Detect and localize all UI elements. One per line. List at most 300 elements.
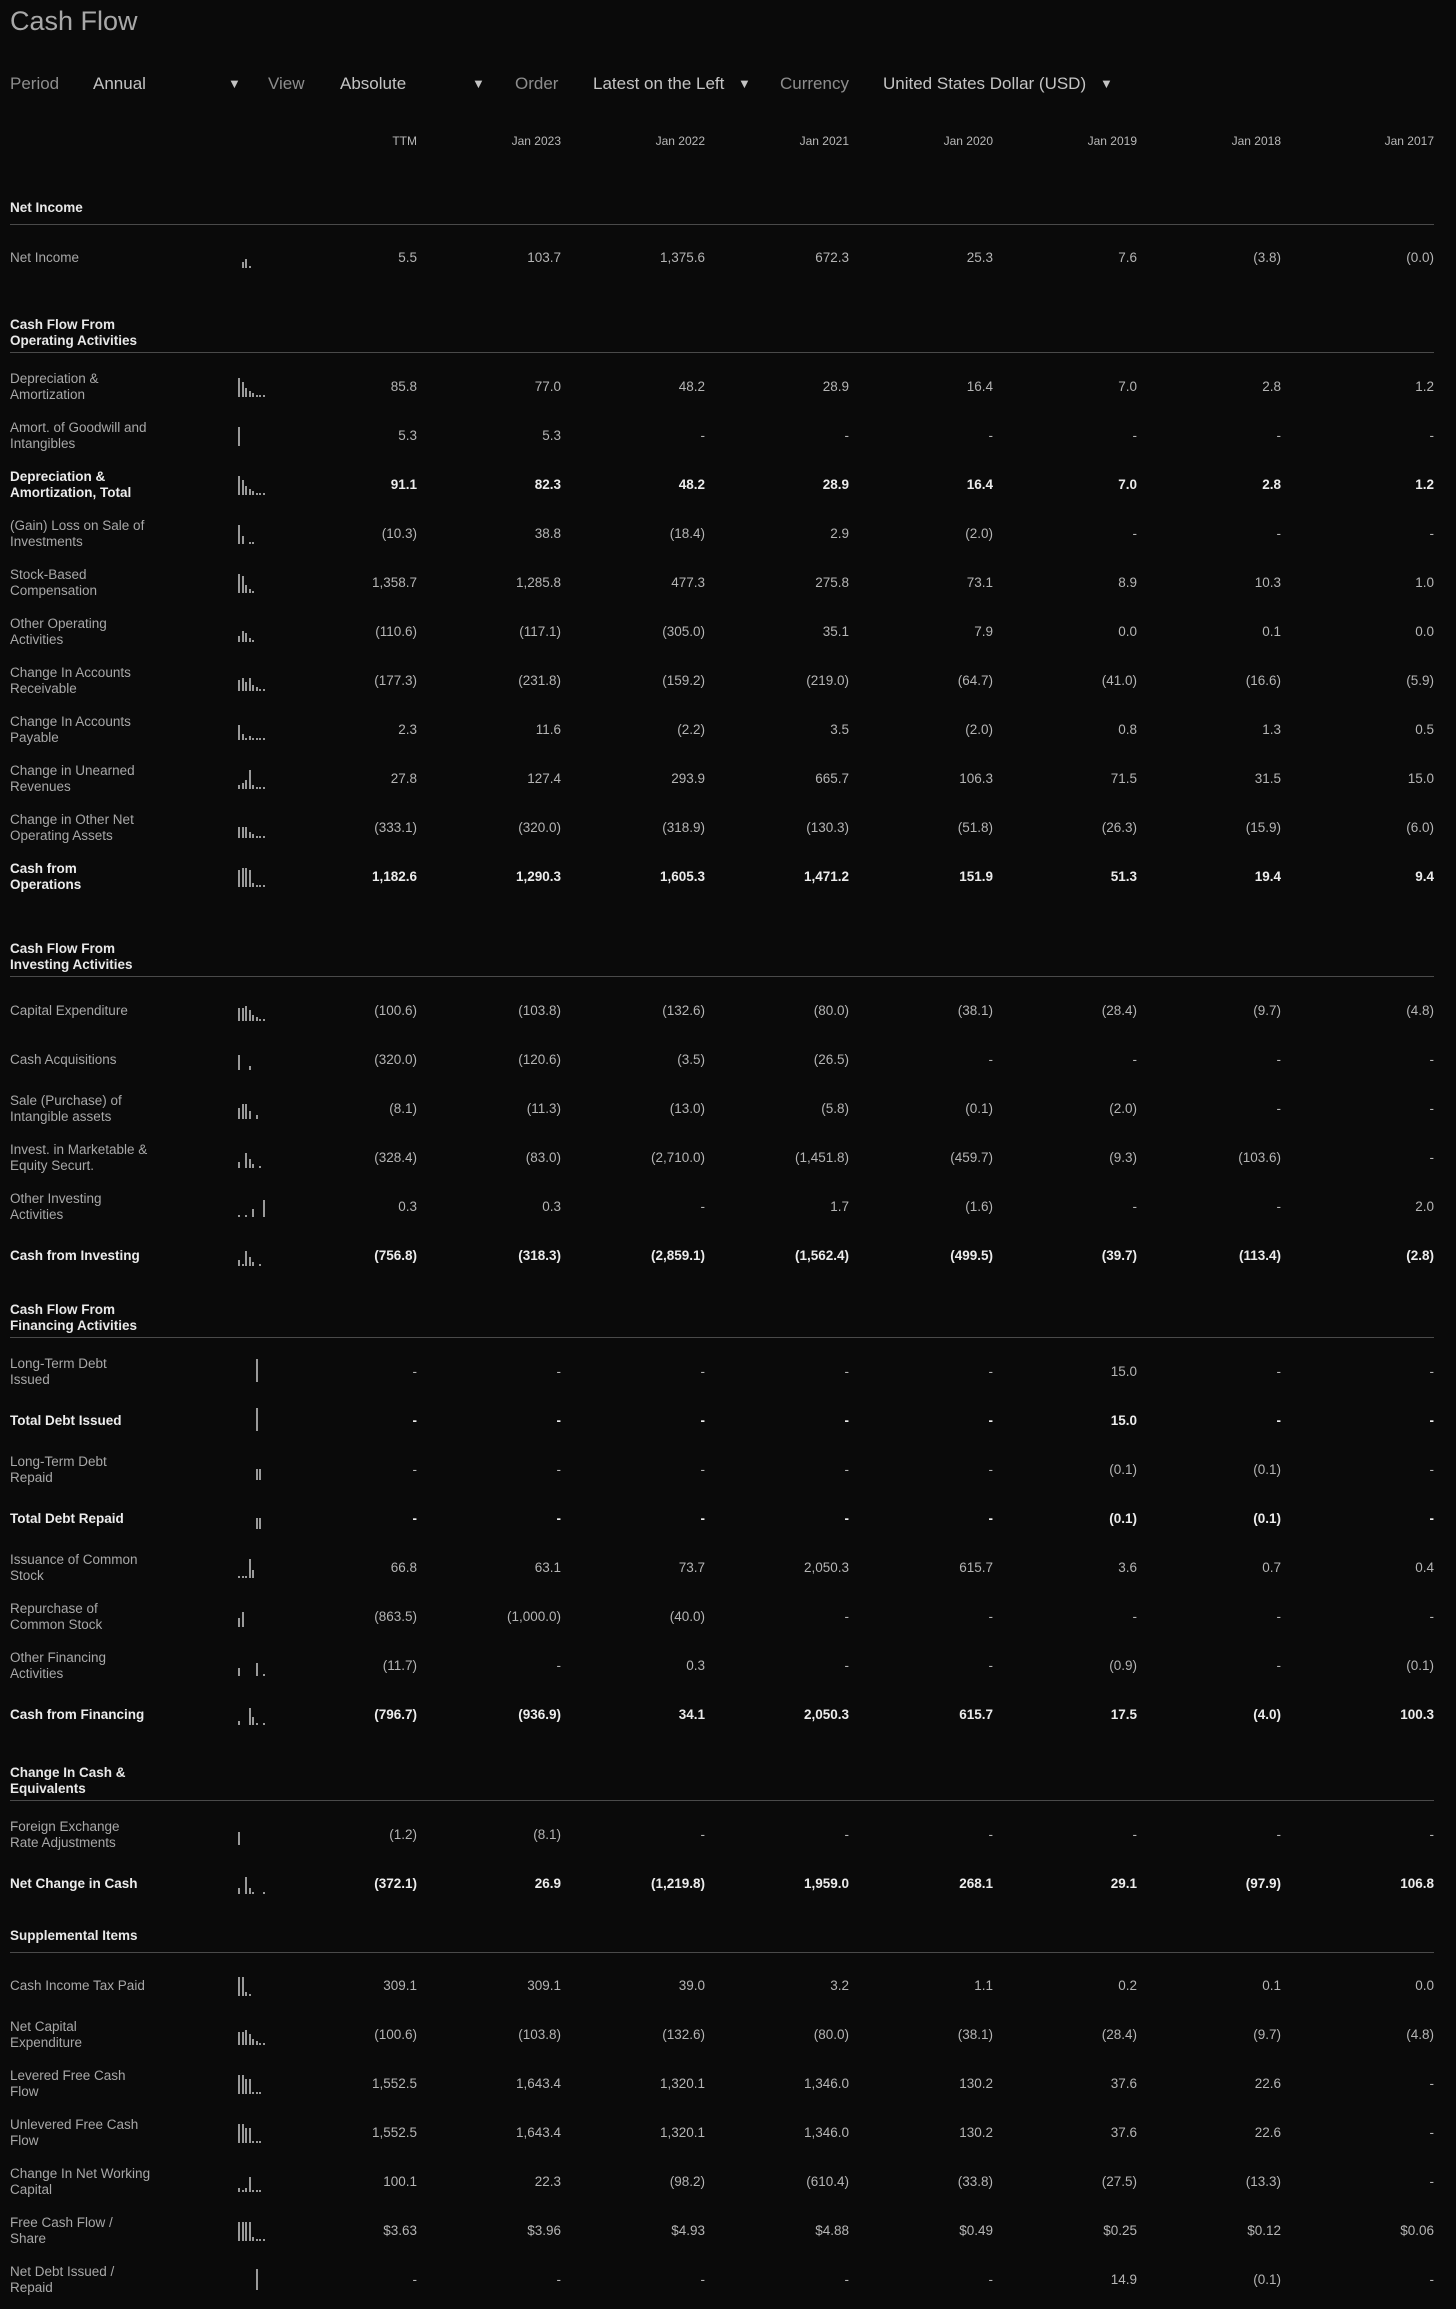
- sparkline-bar: [245, 486, 247, 496]
- sparkline-bar: [259, 2190, 261, 2192]
- sparkline-bar: [245, 2079, 247, 2094]
- sparkline-chart: [238, 818, 268, 838]
- table-cell: -: [700, 2272, 705, 2287]
- order-select[interactable]: Latest on the Left: [593, 74, 725, 93]
- row-label: [10, 2215, 225, 2247]
- sparkline-chart: [238, 622, 268, 642]
- table-cell: (177.3): [374, 673, 417, 688]
- table-cell: (40.0): [669, 1609, 705, 1624]
- sparkline-bar: [256, 2190, 258, 2192]
- sparkline-bar: [245, 1104, 247, 1119]
- sparkline-chart: [238, 475, 268, 495]
- table-cell: (372.1): [374, 1876, 417, 1891]
- row-label-line: Revenues: [10, 779, 71, 794]
- table-cell: 1,605.3: [659, 869, 705, 884]
- row-label: [10, 2068, 225, 2100]
- sparkline-bar: [242, 2190, 244, 2192]
- table-cell: 73.7: [678, 1560, 705, 1575]
- sparkline-bar: [242, 576, 244, 593]
- table-cell: (18.4): [669, 526, 705, 541]
- sparkline-bar: [259, 493, 261, 495]
- row-label-line: Depreciation &: [10, 371, 99, 386]
- table-cell: (5.9): [1406, 673, 1434, 688]
- table-cell: 37.6: [1110, 2076, 1137, 2091]
- table-cell: 3.6: [1118, 1560, 1137, 1575]
- table-cell: 85.8: [390, 379, 417, 394]
- table-row: [0, 2260, 1456, 2300]
- sparkline-chart: [238, 1362, 268, 1382]
- table-cell: (2,710.0): [650, 1150, 705, 1165]
- table-row: [0, 1966, 1456, 2006]
- sparkline-chart: [238, 573, 268, 593]
- sparkline-bar: [245, 1251, 247, 1266]
- table-cell: (132.6): [662, 1003, 705, 1018]
- table-cell: -: [1429, 526, 1434, 541]
- sparkline-bar: [242, 1576, 244, 1578]
- sparkline-bar: [263, 738, 265, 740]
- sparkline-bar: [263, 2239, 265, 2241]
- row-label: [10, 861, 225, 893]
- table-row: [0, 1864, 1456, 1904]
- table-cell: 665.7: [815, 771, 849, 786]
- table-cell: 48.2: [678, 477, 705, 492]
- row-label-line: Activities: [10, 1207, 64, 1222]
- sparkline-bar: [242, 678, 244, 691]
- sparkline-bar: [256, 1518, 258, 1529]
- sparkline-bar: [242, 1264, 244, 1266]
- sparkline-bar: [252, 685, 254, 691]
- row-label-line: (Gain) Loss on Sale of: [10, 518, 145, 533]
- sparkline-bar: [249, 542, 251, 544]
- table-cell: 0.8: [1118, 722, 1137, 737]
- period-select[interactable]: Annual: [93, 74, 146, 93]
- table-cell: (27.5): [1101, 2174, 1137, 2189]
- sparkline-bar: [238, 785, 240, 789]
- table-cell: -: [556, 1462, 561, 1477]
- row-label-line: Change in Other Net: [10, 812, 134, 827]
- table-cell: (328.4): [374, 1150, 417, 1165]
- table-cell: 1,552.5: [371, 2076, 417, 2091]
- table-row: [0, 2211, 1456, 2251]
- table-cell: 0.4: [1415, 1560, 1434, 1575]
- order-dropdown-icon[interactable]: ▼: [738, 76, 751, 91]
- table-cell: 0.1: [1262, 1978, 1281, 1993]
- table-cell: 82.3: [534, 477, 561, 492]
- column-header-row: [0, 134, 1456, 154]
- sparkline-bar: [256, 1408, 258, 1431]
- table-cell: -: [700, 1199, 705, 1214]
- table-cell: (41.0): [1101, 673, 1137, 688]
- section-title: Cash Flow From: [10, 941, 116, 956]
- section-header: [10, 317, 1434, 349]
- sparkline-bar: [252, 640, 254, 642]
- table-cell: (2.2): [677, 722, 705, 737]
- sparkline-chart: [238, 1460, 268, 1480]
- table-cell: 2.8: [1262, 477, 1281, 492]
- sparkline-bar: [245, 1992, 247, 1996]
- table-cell: 2.9: [830, 526, 849, 541]
- currency-label: Currency: [780, 74, 849, 93]
- table-cell: (26.3): [1101, 820, 1137, 835]
- table-cell: 7.9: [974, 624, 993, 639]
- table-cell: -: [1132, 1827, 1137, 1842]
- sparkline-bar: [238, 1832, 240, 1845]
- table-cell: (0.9): [1109, 1658, 1137, 1673]
- sparkline-bar: [238, 1260, 240, 1266]
- sparkline-bar: [238, 1721, 240, 1725]
- table-cell: 5.5: [398, 250, 417, 265]
- sparkline-bar: [249, 2222, 251, 2241]
- table-cell: 1,471.2: [803, 869, 849, 884]
- column-header: TTM: [392, 134, 417, 148]
- row-label: [10, 518, 225, 550]
- sparkline-bar: [245, 1153, 247, 1168]
- sparkline-bar: [238, 1215, 240, 1217]
- table-cell: (100.6): [374, 2027, 417, 2042]
- row-label-line: Unlevered Free Cash: [10, 2117, 139, 2132]
- row-label-line: Issued: [10, 1372, 50, 1387]
- table-cell: (756.8): [374, 1248, 417, 1263]
- sparkline-bar: [238, 525, 240, 544]
- table-cell: 106.3: [959, 771, 993, 786]
- sparkline-bar: [245, 2222, 247, 2241]
- table-cell: -: [988, 2272, 993, 2287]
- table-cell: -: [1276, 526, 1281, 541]
- sparkline-bar: [252, 1570, 254, 1578]
- table-cell: 2,050.3: [803, 1560, 849, 1575]
- row-label: [10, 1819, 225, 1851]
- table-row: [0, 563, 1456, 603]
- sparkline-bar: [249, 1010, 251, 1021]
- sparkline-bar: [263, 1723, 265, 1725]
- period-label: Period: [10, 74, 60, 93]
- table-cell: 615.7: [959, 1560, 993, 1575]
- table-cell: -: [1429, 1150, 1434, 1165]
- row-label: [10, 469, 225, 501]
- sparkline-chart: [238, 1246, 268, 1266]
- table-cell: (0.1): [1253, 1511, 1281, 1526]
- table-cell: (0.1): [1406, 1658, 1434, 1673]
- table-cell: (103.6): [1238, 1150, 1281, 1165]
- sparkline-bar: [259, 738, 261, 740]
- table-cell: (610.4): [806, 2174, 849, 2189]
- sparkline-bar: [238, 2075, 240, 2094]
- table-row: [0, 367, 1456, 407]
- sparkline-chart: [238, 377, 268, 397]
- sparkline-bar: [249, 2034, 251, 2045]
- table-cell: 1,320.1: [659, 2076, 705, 2091]
- table-cell: (15.9): [1245, 820, 1281, 835]
- section-title: Cash Flow From: [10, 1302, 116, 1317]
- table-cell: 1.2: [1415, 477, 1434, 492]
- row-label-line: Stock: [10, 1568, 44, 1583]
- sparkline-bar: [252, 1892, 254, 1894]
- table-cell: 2.0: [1415, 1199, 1434, 1214]
- sparkline-bar: [252, 591, 254, 593]
- table-row: [0, 1450, 1456, 1490]
- table-cell: 3.5: [830, 722, 849, 737]
- table-cell: (499.5): [950, 1248, 993, 1263]
- table-cell: (3.8): [1253, 250, 1281, 265]
- table-cell: 1,552.5: [371, 2125, 417, 2140]
- sparkline-bar: [256, 1017, 258, 1021]
- row-label: [10, 371, 225, 403]
- table-cell: 2,050.3: [803, 1707, 849, 1722]
- table-cell: -: [700, 1511, 705, 1526]
- sparkline-bar: [238, 2032, 240, 2045]
- sparkline-bar: [245, 780, 247, 790]
- table-cell: 672.3: [815, 250, 849, 265]
- table-cell: (1.2): [389, 1827, 417, 1842]
- row-label: [10, 714, 225, 746]
- table-cell: 130.2: [959, 2125, 993, 2140]
- sparkline-bar: [252, 738, 254, 740]
- sparkline-chart: [238, 1825, 268, 1845]
- sparkline-bar: [238, 1162, 240, 1168]
- table-cell: (28.4): [1101, 1003, 1137, 1018]
- section-header: [10, 1928, 1434, 1944]
- table-row: [0, 1401, 1456, 1441]
- table-cell: -: [988, 428, 993, 443]
- sparkline-bar: [252, 1209, 254, 1217]
- table-cell: -: [988, 1052, 993, 1067]
- table-cell: 26.9: [534, 1876, 561, 1891]
- sparkline-bar: [256, 493, 258, 495]
- table-cell: (132.6): [662, 2027, 705, 2042]
- row-label-line: Long-Term Debt: [10, 1454, 107, 1469]
- sparkline-bar: [238, 2222, 240, 2241]
- table-cell: -: [1276, 1101, 1281, 1116]
- table-cell: -: [412, 1511, 417, 1526]
- sparkline-bar: [256, 1469, 258, 1480]
- row-label-line: Total Debt Repaid: [10, 1511, 124, 1526]
- section-header: [10, 941, 1434, 973]
- table-cell: $4.93: [671, 2223, 705, 2238]
- table-cell: 25.3: [966, 250, 993, 265]
- table-cell: -: [988, 1658, 993, 1673]
- period-dropdown-icon[interactable]: ▼: [228, 76, 241, 91]
- sparkline-bar: [252, 542, 254, 544]
- table-cell: (11.3): [526, 1101, 561, 1116]
- row-label-line: Foreign Exchange: [10, 1819, 120, 1834]
- table-cell: (0.1): [1253, 2272, 1281, 2287]
- table-cell: 16.4: [966, 477, 993, 492]
- sparkline-bar: [263, 493, 265, 495]
- table-cell: -: [1132, 1609, 1137, 1624]
- sparkline-bar: [249, 489, 251, 495]
- row-label-line: Total Debt Issued: [10, 1413, 122, 1428]
- table-cell: -: [844, 1827, 849, 1842]
- table-row: [0, 2113, 1456, 2153]
- row-label-line: Payable: [10, 730, 59, 745]
- table-cell: -: [556, 1364, 561, 1379]
- table-cell: $0.49: [959, 2223, 993, 2238]
- currency-select[interactable]: United States Dollar (USD): [883, 74, 1087, 93]
- sparkline-bar: [245, 633, 247, 643]
- row-label-line: Activities: [10, 632, 64, 647]
- table-cell: (305.0): [662, 624, 705, 639]
- table-row: [0, 661, 1456, 701]
- table-cell: 63.1: [534, 1560, 561, 1575]
- table-cell: -: [1132, 428, 1137, 443]
- table-cell: -: [1429, 428, 1434, 443]
- table-cell: (318.3): [518, 1248, 561, 1263]
- table-cell: -: [844, 1658, 849, 1673]
- sparkline-bar: [259, 2239, 261, 2241]
- table-cell: -: [556, 1413, 561, 1428]
- table-cell: $0.25: [1103, 2223, 1137, 2238]
- table-row: [0, 1187, 1456, 1227]
- sparkline-bar: [249, 1066, 251, 1070]
- sparkline-bar: [238, 1055, 240, 1070]
- sparkline-bar: [242, 382, 244, 397]
- table-cell: 293.9: [671, 771, 705, 786]
- table-cell: 29.1: [1110, 1876, 1137, 1891]
- table-cell: -: [1429, 1609, 1434, 1624]
- table-cell: 34.1: [678, 1707, 705, 1722]
- row-label: [10, 2166, 225, 2198]
- table-cell: 309.1: [527, 1978, 561, 1993]
- table-cell: -: [1429, 1364, 1434, 1379]
- sparkline-bar: [259, 2043, 261, 2045]
- sparkline-bar: [245, 868, 247, 887]
- table-cell: 51.3: [1110, 869, 1137, 884]
- table-cell: (2.0): [965, 722, 993, 737]
- row-label-line: Sale (Purchase) of: [10, 1093, 122, 1108]
- view-dropdown-icon[interactable]: ▼: [472, 76, 485, 91]
- table-cell: (83.0): [525, 1150, 561, 1165]
- table-row: [0, 612, 1456, 652]
- table-cell: (4.8): [1406, 1003, 1434, 1018]
- table-cell: 91.1: [390, 477, 417, 492]
- row-label: [10, 616, 225, 648]
- row-label: [10, 2019, 225, 2051]
- row-label-line: Share: [10, 2231, 47, 2246]
- table-cell: (28.4): [1101, 2027, 1137, 2042]
- currency-dropdown-icon[interactable]: ▼: [1100, 76, 1113, 91]
- table-cell: (796.7): [374, 1707, 417, 1722]
- row-label-line: Receivable: [10, 681, 77, 696]
- table-cell: 1,320.1: [659, 2125, 705, 2140]
- table-cell: 1,182.6: [371, 869, 417, 884]
- table-cell: -: [1132, 1199, 1137, 1214]
- table-cell: 0.3: [542, 1199, 561, 1214]
- sparkline-bar: [249, 1708, 251, 1725]
- row-label: [10, 2264, 225, 2296]
- row-label-line: Operations: [10, 877, 82, 892]
- sparkline-chart: [238, 2221, 268, 2241]
- sparkline-bar: [245, 259, 247, 269]
- view-label: View: [268, 74, 305, 93]
- table-cell: -: [412, 1462, 417, 1477]
- sparkline-bar: [249, 1559, 251, 1578]
- table-cell: 0.0: [1415, 1978, 1434, 1993]
- table-cell: $0.06: [1400, 2223, 1434, 2238]
- table-cell: (2.0): [1109, 1101, 1137, 1116]
- sparkline-bar: [252, 2141, 254, 2143]
- row-label-line: Cash Acquisitions: [10, 1052, 117, 1067]
- sparkline-bar: [249, 1111, 251, 1119]
- sparkline-bar: [245, 738, 247, 740]
- sparkline-bar: [252, 785, 254, 789]
- row-label-line: Rate Adjustments: [10, 1835, 116, 1850]
- row-label: [10, 1511, 225, 1527]
- table-cell: 0.3: [398, 1199, 417, 1214]
- sparkline-bar: [249, 638, 251, 642]
- table-cell: -: [1429, 1101, 1434, 1116]
- column-header: Jan 2023: [511, 134, 561, 148]
- table-cell: 28.9: [822, 379, 849, 394]
- table-cell: (51.8): [957, 820, 993, 835]
- table-cell: (8.1): [533, 1827, 561, 1842]
- table-cell: -: [988, 1364, 993, 1379]
- table-cell: 48.2: [678, 379, 705, 394]
- table-cell: (5.8): [821, 1101, 849, 1116]
- row-label: [10, 1191, 225, 1223]
- sparkline-bar: [259, 1469, 261, 1480]
- row-label-line: Cash from Investing: [10, 1248, 140, 1263]
- table-cell: 100.1: [383, 2174, 417, 2189]
- sparkline-bar: [263, 836, 265, 838]
- table-row: [0, 1089, 1456, 1129]
- table-cell: 19.4: [1254, 869, 1281, 884]
- table-cell: 15.0: [1110, 1364, 1137, 1379]
- sparkline-chart: [238, 1705, 268, 1725]
- table-row: [0, 1138, 1456, 1178]
- table-cell: -: [988, 1413, 993, 1428]
- sparkline-chart: [238, 867, 268, 887]
- row-label-line: Equity Securt.: [10, 1158, 95, 1173]
- table-row: [0, 1236, 1456, 1276]
- table-cell: 151.9: [959, 869, 993, 884]
- table-cell: -: [1276, 428, 1281, 443]
- sparkline-bar: [263, 1674, 265, 1676]
- sparkline-chart: [238, 1558, 268, 1578]
- view-select[interactable]: Absolute: [340, 74, 407, 93]
- table-cell: 309.1: [383, 1978, 417, 1993]
- sparkline-bar: [259, 1166, 261, 1168]
- row-label-line: Operating Assets: [10, 828, 113, 843]
- table-cell: 0.5: [1415, 722, 1434, 737]
- row-label-line: Cash Income Tax Paid: [10, 1978, 145, 1993]
- sparkline-bar: [249, 832, 251, 838]
- table-cell: -: [556, 1658, 561, 1673]
- table-cell: (0.0): [1406, 250, 1434, 265]
- sparkline-bar: [252, 491, 254, 495]
- sparkline-bar: [249, 678, 251, 691]
- table-row: [0, 514, 1456, 554]
- column-header: Jan 2022: [655, 134, 705, 148]
- row-label-line: Change In Net Working: [10, 2166, 151, 2181]
- table-cell: (97.9): [1245, 1876, 1281, 1891]
- table-cell: 0.2: [1118, 1978, 1137, 1993]
- section-divider: [10, 1952, 1434, 1953]
- table-cell: (9.3): [1109, 1150, 1137, 1165]
- sparkline-bar: [238, 680, 240, 691]
- table-cell: 22.6: [1254, 2076, 1281, 2091]
- section-divider: [10, 1337, 1434, 1338]
- row-label-line: Change In Accounts: [10, 665, 131, 680]
- sparkline-bar: [238, 725, 240, 740]
- table-cell: -: [844, 1609, 849, 1624]
- sparkline-bar: [252, 883, 254, 887]
- table-cell: (1,562.4): [794, 1248, 849, 1263]
- sparkline-bar: [238, 2124, 240, 2143]
- row-label: [10, 1601, 225, 1633]
- sparkline-bar: [256, 395, 258, 397]
- row-label-line: Net Change in Cash: [10, 1876, 138, 1891]
- table-cell: (459.7): [950, 1150, 993, 1165]
